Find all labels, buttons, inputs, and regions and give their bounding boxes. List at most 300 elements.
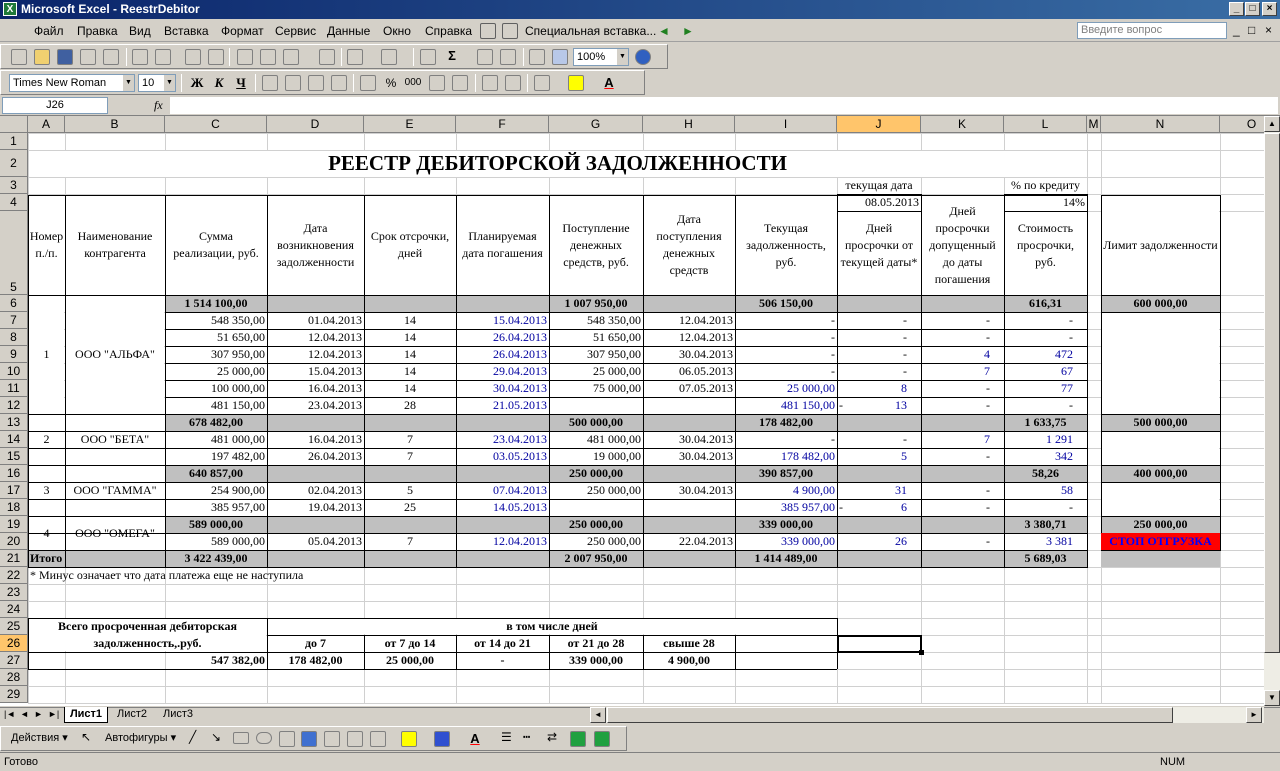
cost-total: 58,26 — [1032, 466, 1059, 480]
row-header[interactable]: 10 — [0, 363, 28, 380]
debt-date: 01.04.2013 — [308, 313, 362, 327]
menu-bar — [0, 20, 1280, 42]
current-date-label: текущая дата — [845, 178, 913, 192]
selected-cell-j26[interactable] — [837, 635, 922, 653]
overdue-prefix: - — [839, 398, 843, 412]
debt-date: 15.04.2013 — [308, 364, 362, 378]
chart-wizard-icon[interactable] — [529, 49, 545, 65]
status-num: NUM — [1160, 756, 1186, 768]
shadow-icon[interactable] — [570, 731, 586, 747]
footnote: * Минус означает что дата платежа еще не наступила — [30, 568, 304, 582]
row-header[interactable]: 1 — [0, 133, 28, 150]
column-header[interactable]: B — [65, 116, 165, 133]
limit-value: 500 000,00 — [1133, 415, 1188, 429]
column-header[interactable]: F — [456, 116, 549, 133]
sale-amount: 100 000,00 — [211, 381, 265, 395]
header-name: Наименование контрагента — [77, 229, 153, 260]
forward-icon[interactable]: ► — [682, 24, 694, 38]
arrow-icon[interactable]: ↘ — [211, 730, 222, 744]
receipt-amount: 548 350,00 — [587, 313, 641, 327]
limit-value: 600 000,00 — [1133, 296, 1188, 310]
receipt-total: 250 000,00 — [569, 517, 623, 531]
cost-total: 1 633,75 — [1024, 415, 1067, 429]
ask-question-input[interactable]: Введите вопрос — [1077, 22, 1227, 39]
deferral-days: 14 — [404, 364, 416, 378]
sort-desc-icon[interactable] — [500, 49, 516, 65]
formula-input[interactable] — [170, 97, 1278, 114]
special-paste-menu[interactable]: Специальная вставка... — [525, 24, 657, 38]
row-header[interactable]: 23 — [0, 584, 28, 601]
format-painter-icon[interactable] — [319, 49, 335, 65]
sale-amount: 548 350,00 — [211, 313, 265, 327]
font-name-value: Times New Roman — [13, 77, 107, 89]
menu-view[interactable]: Вид — [129, 24, 151, 38]
allowed-days: 7 — [984, 432, 990, 446]
status-bar — [0, 752, 1280, 770]
drawing-icon[interactable] — [552, 49, 568, 65]
actions-label: Действия — [11, 732, 60, 744]
overdue-days: 8 — [901, 381, 907, 395]
row-header[interactable]: 5 — [0, 211, 28, 295]
bucket-value: 339 000,00 — [569, 653, 623, 667]
formula-bar — [0, 96, 1280, 116]
receipt-date: 12.04.2013 — [679, 313, 733, 327]
overdue-cost: - — [1069, 313, 1073, 327]
sale-amount: 254 900,00 — [211, 483, 265, 497]
receipt-amount: 25 000,00 — [593, 364, 641, 378]
receipt-total: 1 007 950,00 — [564, 296, 628, 310]
rectangle-icon[interactable] — [233, 732, 249, 744]
receipt-amount: 19 000,00 — [593, 449, 641, 463]
undo-icon[interactable] — [347, 49, 363, 65]
line-style-icon[interactable]: ☰ — [501, 730, 512, 744]
row-header[interactable]: 9 — [0, 346, 28, 363]
overdue-days: - — [903, 364, 907, 378]
scroll-right-icon[interactable]: ► — [1246, 707, 1262, 723]
save-icon[interactable] — [57, 49, 73, 65]
row-header[interactable]: 7 — [0, 312, 28, 329]
overdue-days: 31 — [895, 483, 907, 497]
formatting-toolbar — [0, 70, 645, 95]
receipt-date: 30.04.2013 — [679, 432, 733, 446]
spelling-icon[interactable] — [185, 49, 201, 65]
debt-date: 16.04.2013 — [308, 381, 362, 395]
currency-icon[interactable] — [360, 75, 376, 91]
cost-total: 5 689,03 — [1024, 551, 1067, 565]
separator — [126, 48, 127, 66]
underline-button[interactable]: Ч — [236, 75, 246, 90]
row-header[interactable]: 6 — [0, 295, 28, 312]
separator — [229, 48, 230, 66]
overdue-days: 26 — [895, 534, 907, 548]
redo-icon[interactable] — [381, 49, 397, 65]
scroll-left-icon[interactable]: ◄ — [590, 707, 606, 723]
column-header[interactable]: H — [643, 116, 735, 133]
help-icon[interactable] — [635, 49, 651, 65]
dash-style-icon[interactable]: ┅ — [523, 730, 531, 744]
menu-file[interactable]: Файл — [34, 24, 64, 38]
wordart-icon[interactable] — [301, 731, 317, 747]
current-debt: 4 900,00 — [793, 483, 835, 497]
first-sheet-icon[interactable]: |◄ — [4, 709, 16, 719]
merged-cell — [1102, 483, 1219, 515]
overdue-cost: 3 381 — [1046, 534, 1073, 548]
limit-value: 400 000,00 — [1133, 466, 1188, 480]
tab-sheet2[interactable]: Лист2 — [116, 708, 148, 720]
menu-help[interactable]: Справка — [425, 24, 473, 38]
window-title: Microsoft Excel - ReestrDebitor — [21, 2, 200, 16]
client-name: ООО "ГАММА" — [73, 483, 157, 497]
autoshapes-menu[interactable]: Автофигуры ▾ — [105, 732, 177, 744]
chevron-down-icon[interactable]: ▼ — [617, 49, 628, 65]
row-header[interactable]: 14 — [0, 431, 28, 448]
overdue-days: 6 — [901, 500, 907, 514]
binoculars-icon[interactable] — [480, 23, 496, 39]
planned-date: 30.04.2013 — [493, 381, 547, 395]
row-header[interactable]: 15 — [0, 448, 28, 465]
print-preview-icon[interactable] — [155, 49, 171, 65]
row-header[interactable]: 2 — [0, 150, 28, 177]
vertical-scrollbar[interactable] — [1264, 116, 1280, 706]
cut-icon[interactable] — [237, 49, 253, 65]
receipt-date: 06.05.2013 — [679, 364, 733, 378]
allowed-days: - — [986, 313, 990, 327]
doc-restore-icon[interactable]: □ — [1248, 23, 1256, 37]
row-header[interactable]: 4 — [0, 194, 28, 211]
cell-border — [1101, 482, 1221, 483]
gridline-horizontal — [28, 686, 1264, 687]
overdue-days: - — [903, 313, 907, 327]
fill-handle[interactable] — [919, 650, 924, 655]
gridline-horizontal — [28, 601, 1264, 602]
allowed-days: - — [986, 500, 990, 514]
increase-decimal-icon[interactable] — [429, 75, 445, 91]
client-name: ООО "БЕТА" — [80, 432, 150, 446]
diagram-icon[interactable] — [324, 731, 340, 747]
receipt-date: 07.05.2013 — [679, 381, 733, 395]
align-right-icon[interactable] — [308, 75, 324, 91]
debt-date: 26.04.2013 — [308, 449, 362, 463]
overdue-days: - — [903, 432, 907, 446]
row-header[interactable]: 28 — [0, 669, 28, 686]
line-icon[interactable]: ╱ — [189, 730, 197, 744]
deferral-days: 7 — [407, 449, 413, 463]
sale-amount: 385 957,00 — [211, 500, 265, 514]
merged-cell — [1102, 313, 1219, 413]
tab-sheet1[interactable]: Лист1 — [64, 707, 108, 723]
client-name: ООО "АЛЬФА" — [75, 347, 155, 361]
column-header[interactable]: K — [921, 116, 1004, 133]
picture-icon[interactable] — [370, 731, 386, 747]
header-receipt: Поступление денежных средств, руб. — [562, 220, 630, 269]
permission-icon[interactable] — [80, 49, 96, 65]
arrow-style-icon[interactable]: ⇄ — [547, 730, 558, 744]
horizontal-scrollbar[interactable] — [590, 707, 1264, 723]
chevron-down-icon[interactable]: ▼ — [164, 75, 175, 91]
select-all-button[interactable] — [0, 116, 28, 133]
overdue-cost: 67 — [1061, 364, 1073, 378]
debt-date: 12.04.2013 — [308, 347, 362, 361]
cell-border — [735, 635, 736, 669]
minimize-button[interactable]: _ — [1229, 2, 1244, 16]
actions-menu[interactable]: Действия ▾ — [11, 732, 68, 744]
prev-sheet-icon[interactable]: ◄ — [20, 709, 29, 719]
row-header[interactable]: 27 — [0, 652, 28, 669]
print-icon[interactable] — [132, 49, 148, 65]
header-sale: Сумма реализации, руб. — [173, 229, 259, 260]
column-header[interactable]: I — [735, 116, 837, 133]
row-header[interactable]: 12 — [0, 397, 28, 414]
hscroll-thumb[interactable] — [607, 707, 1173, 723]
client-number: 2 — [43, 432, 50, 446]
fill-color-icon[interactable] — [568, 75, 584, 91]
stop-shipment-badge: СТОП ОТГРУЗКА — [1101, 533, 1220, 550]
client-number: 1 — [43, 347, 50, 361]
planned-date: 03.05.2013 — [493, 449, 547, 463]
line-color-icon[interactable] — [434, 731, 450, 747]
sale-amount: 481 000,00 — [211, 432, 265, 446]
row-header[interactable]: 25 — [0, 618, 28, 635]
summary-total: 547 382,00 — [211, 653, 265, 667]
row-header[interactable]: 20 — [0, 533, 28, 550]
deferral-days: 14 — [404, 347, 416, 361]
receipt-amount: 75 000,00 — [593, 381, 641, 395]
header-cost: Стоимость просрочки, руб. — [1016, 220, 1075, 269]
research-icon[interactable] — [208, 49, 224, 65]
font-size-select[interactable] — [138, 74, 176, 92]
scroll-thumb[interactable] — [1264, 133, 1280, 653]
debt-total: 506 150,00 — [759, 296, 813, 310]
planned-date: 14.05.2013 — [493, 500, 547, 514]
receipt-date: 22.04.2013 — [679, 534, 733, 548]
cell-border — [1101, 312, 1221, 313]
overdue-cost: 1 291 — [1046, 432, 1073, 446]
new-icon[interactable] — [11, 49, 27, 65]
row-header[interactable]: 21 — [0, 550, 28, 567]
current-debt: 339 000,00 — [781, 534, 835, 548]
row-header[interactable]: 16 — [0, 465, 28, 482]
cell-border — [1101, 550, 1221, 551]
increase-indent-icon[interactable] — [505, 75, 521, 91]
sort-asc-icon[interactable] — [477, 49, 493, 65]
gridline-horizontal — [28, 703, 1264, 704]
row-header[interactable]: 22 — [0, 567, 28, 584]
row-header[interactable]: 19 — [0, 516, 28, 533]
receipt-amount: 250 000,00 — [587, 483, 641, 497]
menu-window[interactable]: Окно — [383, 24, 411, 38]
sale-total: 640 857,00 — [189, 466, 243, 480]
bucket-value: 25 000,00 — [386, 653, 434, 667]
bucket-value: 4 900,00 — [668, 653, 710, 667]
decrease-indent-icon[interactable] — [482, 75, 498, 91]
drawing-toolbar — [0, 726, 627, 751]
cost-total: 616,31 — [1029, 296, 1062, 310]
sale-amount: 307 950,00 — [211, 347, 265, 361]
column-header[interactable]: N — [1101, 116, 1220, 133]
bucket-header: от 21 до 28 — [567, 636, 625, 650]
column-header[interactable]: D — [267, 116, 364, 133]
sale-total: 1 514 100,00 — [184, 296, 248, 310]
fx-icon[interactable]: fx — [154, 98, 163, 112]
current-date-value: 08.05.2013 — [865, 195, 919, 209]
deferral-days: 7 — [407, 534, 413, 548]
separator — [523, 48, 524, 66]
row-header[interactable]: 13 — [0, 414, 28, 431]
overdue-days: 5 — [901, 449, 907, 463]
sale-total: 589 000,00 — [189, 517, 243, 531]
overdue-cost: - — [1069, 398, 1073, 412]
italic-button[interactable]: К — [214, 75, 224, 90]
chevron-down-icon[interactable]: ▼ — [123, 75, 134, 91]
column-header[interactable]: J — [837, 116, 921, 133]
menu-insert[interactable]: Вставка — [164, 24, 209, 38]
header-receipt-date: Дата поступления денежных средств — [656, 212, 722, 277]
planned-date: 29.04.2013 — [493, 364, 547, 378]
receipt-amount: 51 650,00 — [593, 330, 641, 344]
overdue-cost: 342 — [1055, 449, 1073, 463]
header-date: Дата возникновения задолженности — [276, 220, 355, 269]
menu-tools[interactable]: Сервис — [275, 24, 317, 38]
align-center-icon[interactable] — [285, 75, 301, 91]
hyperlink-icon[interactable] — [420, 49, 436, 65]
doc-minimize-icon[interactable]: _ — [1233, 23, 1240, 37]
last-sheet-icon[interactable]: ►| — [48, 709, 60, 719]
excel-icon: X — [3, 2, 17, 16]
zoom-select[interactable] — [573, 48, 629, 66]
cost-total: 3 380,71 — [1024, 517, 1067, 531]
menu-data[interactable]: Данные — [327, 24, 371, 38]
scroll-down-icon[interactable]: ▼ — [1264, 690, 1280, 706]
gridline-horizontal — [28, 584, 1264, 585]
back-icon[interactable]: ◄ — [658, 24, 670, 38]
overdue-prefix: - — [839, 500, 843, 514]
row-header[interactable]: 17 — [0, 482, 28, 499]
current-debt: - — [831, 330, 835, 344]
doc-close-icon[interactable]: × — [1265, 23, 1273, 37]
standard-toolbar — [0, 44, 668, 69]
scroll-up-icon[interactable]: ▲ — [1264, 116, 1280, 132]
deferral-days: 28 — [404, 398, 416, 412]
separator — [341, 48, 342, 66]
cell-border — [28, 669, 837, 670]
3d-icon[interactable] — [594, 731, 610, 747]
gridline-horizontal — [28, 133, 1264, 134]
overdue-cost: 58 — [1061, 483, 1073, 497]
percent-button[interactable]: % — [385, 76, 397, 90]
deferral-days: 5 — [407, 483, 413, 497]
menu-edit[interactable]: Правка — [77, 24, 118, 38]
sale-amount: 51 650,00 — [217, 330, 265, 344]
autosum-icon[interactable]: Σ — [448, 48, 456, 63]
column-header[interactable]: C — [165, 116, 267, 133]
receipt-date: 30.04.2013 — [679, 347, 733, 361]
maximize-button[interactable]: □ — [1245, 2, 1260, 16]
bucket-header: свыше 28 — [663, 636, 715, 650]
receipt-amount: 307 950,00 — [587, 347, 641, 361]
row-header[interactable]: 3 — [0, 177, 28, 194]
fill-color-draw-icon[interactable] — [401, 731, 417, 747]
merge-center-icon[interactable] — [331, 75, 347, 91]
summary-incl-label: в том числе дней — [506, 619, 598, 633]
next-sheet-icon[interactable]: ► — [34, 709, 43, 719]
cell-border — [1087, 194, 1088, 211]
column-header[interactable]: L — [1004, 116, 1087, 133]
planned-date: 23.04.2013 — [493, 432, 547, 446]
client-name: ООО "ОМЕГА" — [75, 525, 155, 540]
column-header[interactable]: E — [364, 116, 456, 133]
sale-amount: 197 482,00 — [211, 449, 265, 463]
title-bar — [0, 0, 1280, 19]
align-left-icon[interactable] — [262, 75, 278, 91]
debt-date: 19.04.2013 — [308, 500, 362, 514]
receipt-total: 250 000,00 — [569, 466, 623, 480]
name-box[interactable]: J26 — [2, 97, 108, 114]
email-icon[interactable] — [103, 49, 119, 65]
font-name-select[interactable] — [9, 74, 135, 92]
borders-icon[interactable] — [534, 75, 550, 91]
row-header[interactable]: 29 — [0, 686, 28, 703]
debt-date: 12.04.2013 — [308, 330, 362, 344]
zoom-value: 100% — [577, 51, 606, 63]
deferral-days: 25 — [404, 500, 416, 514]
font-color-icon[interactable]: A — [604, 75, 614, 90]
sale-total: 678 482,00 — [189, 415, 243, 429]
menu-format[interactable]: Формат — [221, 24, 264, 38]
sale-amount: 25 000,00 — [217, 364, 265, 378]
font-color-draw-icon[interactable]: A — [470, 731, 480, 746]
select-objects-icon[interactable]: ↖ — [81, 730, 92, 744]
separator — [413, 48, 414, 66]
current-debt: 178 482,00 — [781, 449, 835, 463]
open-icon[interactable] — [34, 49, 50, 65]
column-header[interactable]: G — [549, 116, 643, 133]
spreadsheet-grid[interactable] — [0, 116, 1264, 706]
credit-rate-label: % по кредиту — [1010, 178, 1081, 192]
close-button[interactable]: × — [1262, 2, 1277, 16]
clipart-icon[interactable] — [347, 731, 363, 747]
debt-total: 1 414 489,00 — [754, 551, 818, 565]
row-header[interactable]: 24 — [0, 601, 28, 618]
debt-total: 178 482,00 — [759, 415, 813, 429]
grid-icon[interactable] — [502, 23, 518, 39]
textbox-icon[interactable] — [279, 731, 295, 747]
receipt-total: 2 007 950,00 — [564, 551, 628, 565]
tab-sheet3[interactable]: Лист3 — [162, 708, 194, 720]
bold-button[interactable]: Ж — [190, 75, 204, 90]
row-header[interactable]: 18 — [0, 499, 28, 516]
copy-icon[interactable] — [260, 49, 276, 65]
column-header[interactable]: O — [1220, 116, 1264, 133]
oval-icon[interactable] — [256, 732, 272, 744]
paste-icon[interactable] — [283, 49, 299, 65]
autoshapes-label: Автофигуры — [105, 732, 168, 744]
sale-amount: 481 150,00 — [211, 398, 265, 412]
planned-date: 07.04.2013 — [493, 483, 547, 497]
receipt-date: 12.04.2013 — [679, 330, 733, 344]
bucket-value: - — [500, 653, 505, 667]
thousands-button[interactable]: 000 — [404, 77, 422, 88]
column-header[interactable]: M — [1087, 116, 1101, 133]
row-header[interactable]: 11 — [0, 380, 28, 397]
decrease-decimal-icon[interactable] — [452, 75, 468, 91]
cell-border — [1087, 195, 1088, 567]
summary-label: Всего просроченная дебиторская задолженность,.руб. — [58, 619, 237, 650]
row-header[interactable]: 26 — [0, 635, 28, 652]
header-term: Срок отсрочки, дней — [370, 229, 450, 260]
row-header[interactable]: 8 — [0, 329, 28, 346]
column-header[interactable]: A — [28, 116, 65, 133]
planned-date: 26.04.2013 — [493, 330, 547, 344]
